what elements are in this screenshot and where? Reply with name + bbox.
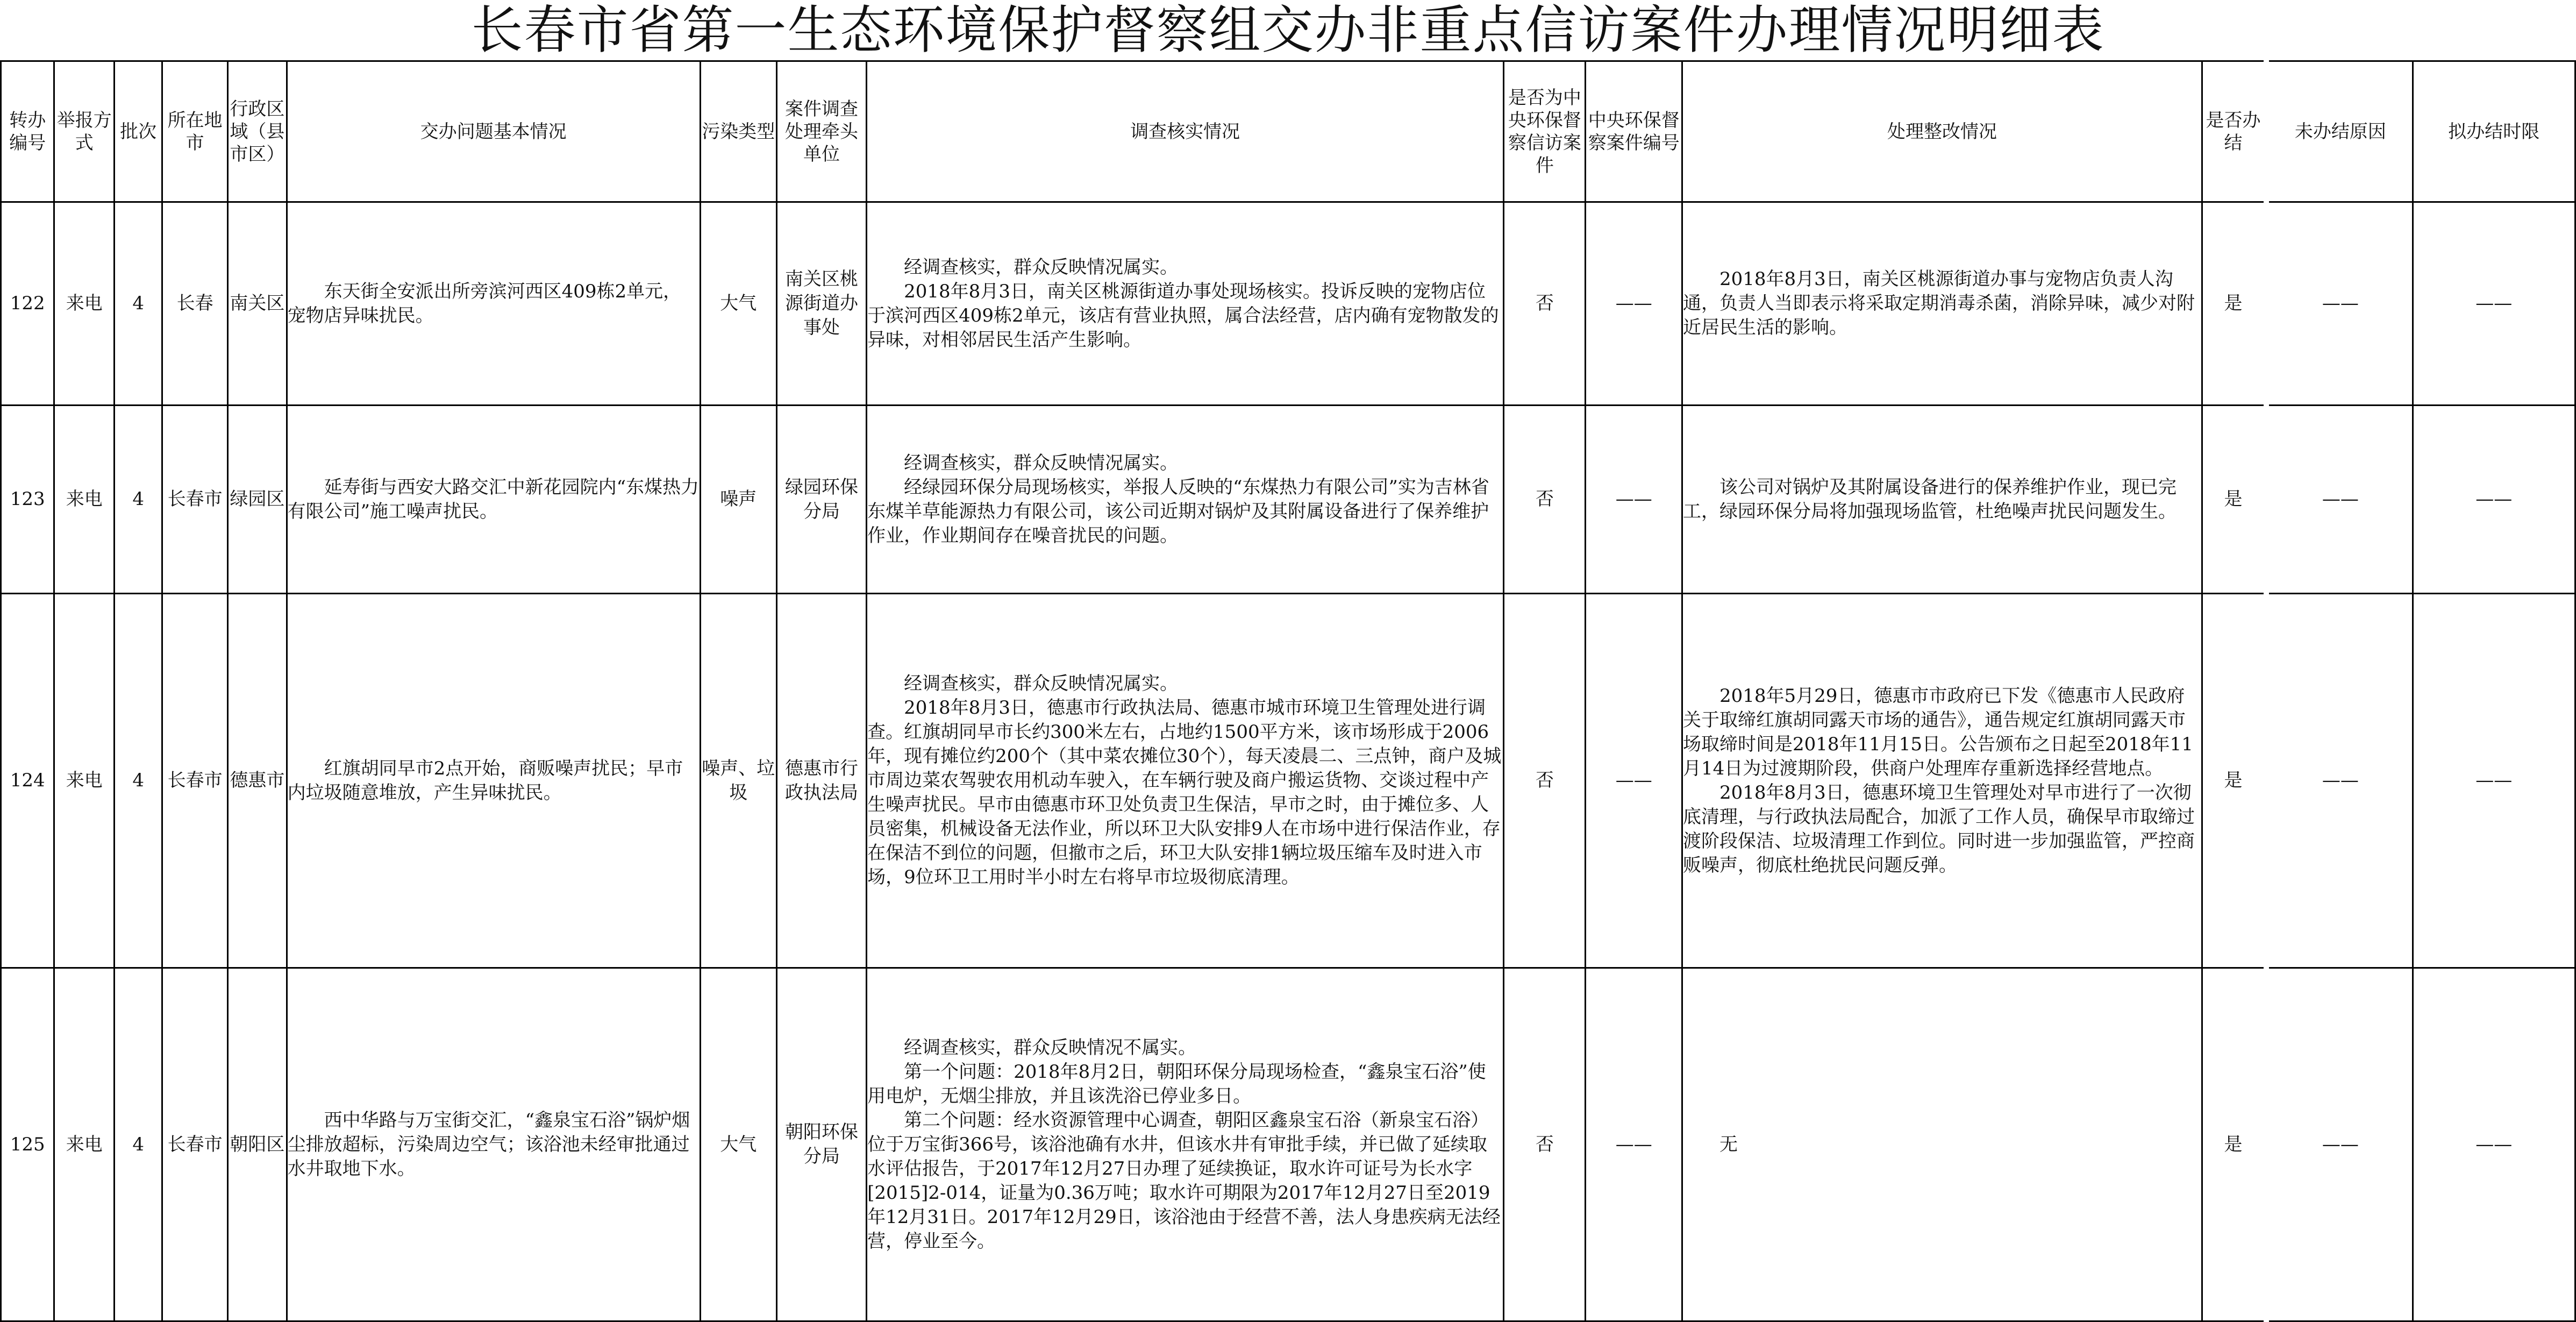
unclosed-reason: —— [2266, 202, 2413, 406]
district: 南关区 [228, 202, 287, 406]
pollution-type: 噪声、垃圾 [700, 594, 776, 968]
city: 长春 [162, 202, 228, 406]
batch-number: 4 [115, 968, 162, 1321]
header-row [1, 61, 2575, 202]
header-district: 行政区域（县市区） [228, 61, 287, 202]
table-row [1, 406, 2575, 594]
investigation-result-paragraph: 经调查核实，群众反映情况属实。 [904, 452, 1179, 474]
batch-number: 4 [115, 406, 162, 594]
pollution-type: 大气 [700, 202, 776, 406]
city: 长春市 [162, 594, 228, 968]
is-central-case: 否 [1504, 594, 1586, 968]
district: 朝阳区 [228, 968, 287, 1321]
case-number: 124 [1, 594, 54, 968]
header-deadline: 拟办结时限 [2413, 61, 2575, 202]
case-number: 123 [1, 406, 54, 594]
is-closed: 是 [2202, 202, 2266, 406]
is-closed: 是 [2202, 594, 2266, 968]
lead-unit: 南关区桃源街道办事处 [776, 202, 866, 406]
investigation-result [867, 594, 1504, 968]
lead-unit: 绿园环保分局 [776, 406, 866, 594]
issue-description [287, 968, 700, 1321]
closing-deadline: —— [2413, 594, 2575, 968]
district: 德惠市 [228, 594, 287, 968]
issue-description-text: 西中华路与万宝街交汇，“鑫泉宝石浴”锅炉烟尘排放超标，污染周边空气；该浴池未经审批通过水井取地下水。 [287, 1109, 690, 1179]
investigation-result [867, 202, 1504, 406]
page-title: 长春市省第一生态环境保护督察组交办非重点信访案件办理情况明细表 [471, 0, 2105, 60]
investigation-result-paragraph: 第一个问题：2018年8月2日，朝阳环保分局现场检查，“鑫泉宝石浴”使用电炉，无烟尘排放，并且该洗浴已停业多日。 [867, 1061, 1486, 1107]
investigation-result [867, 968, 1504, 1321]
header-unclosed-reason: 未办结原因 [2266, 61, 2413, 202]
issue-description [287, 406, 700, 594]
investigation-result [867, 406, 1504, 594]
central-case-number: —— [1586, 406, 1682, 594]
closing-deadline: —— [2413, 202, 2575, 406]
rectification-status [1682, 406, 2202, 594]
investigation-result-paragraph: 2018年8月3日，南关区桃源街道办事处现场核实。投诉反映的宠物店位于滨河西区409栋2单元，该店有营业执照，属合法经营，店内确有宠物散发的异味，对相邻居民生活产生影响。 [867, 280, 1499, 351]
table-row [1, 968, 2575, 1321]
city: 长春市 [162, 406, 228, 594]
rectification-status-paragraph: 无 [1719, 1133, 1738, 1155]
rectification-status [1682, 594, 2202, 968]
is-central-case: 否 [1504, 406, 1586, 594]
closing-deadline: —— [2413, 406, 2575, 594]
header-unit: 案件调查处理牵头单位 [776, 61, 866, 202]
header-issue: 交办问题基本情况 [287, 61, 700, 202]
issue-description [287, 202, 700, 406]
unclosed-reason: —— [2266, 406, 2413, 594]
is-closed: 是 [2202, 968, 2266, 1321]
central-case-number: —— [1586, 968, 1682, 1321]
unclosed-reason: —— [2266, 594, 2413, 968]
rectification-status-paragraph: 2018年8月3日，南关区桃源街道办事与宠物店负责人沟通，负责人当即表示将采取定期消毒杀菌，消除异味，减少对附近居民生活的影响。 [1683, 268, 2195, 338]
header-closed: 是否办结 [2202, 61, 2266, 202]
investigation-result-paragraph: 2018年8月3日，德惠市行政执法局、德惠市城市环境卫生管理处进行调查。红旗胡同早市长约300米左右，占地约1500平方米，该市场形成于2006年，现有摊位约200个（其中菜农摊位30个），每天凌晨二、三点钟，商户及城市周边菜农驾驶农用机动车驶入，在车辆行驶及商户搬运货物、交谈过程中产生噪声扰民。早市由德惠市环卫处负责卫生保洁，早市之时，由于摊位多、人员密集，机械设备无法作业，所以环卫大队安排9人在市场中进行保洁作业，存在保洁不到位的问题，但撤市之后，环卫大队安排1辆垃圾压缩车及时进入市场，9位环卫工用时半小时左右将早市垃圾彻底清理。 [867, 697, 1502, 888]
rectification-status [1682, 202, 2202, 406]
case-number: 125 [1, 968, 54, 1321]
rectification-status [1682, 968, 2202, 1321]
header-city: 所在地市 [162, 61, 228, 202]
rectification-status-paragraph: 2018年5月29日，德惠市市政府已下发《德惠市人民政府关于取缔红旗胡同露天市场的通告》，通告规定红旗胡同露天市场取缔时间是2018年11月15日。公告颁布之日起至2018年11月14日为过渡期阶段，供商户处理库存重新选择经营地点。 [1683, 685, 2193, 779]
report-method: 来电 [54, 406, 115, 594]
issue-description-text: 红旗胡同早市2点开始，商贩噪声扰民；早市内垃圾随意堆放，产生异味扰民。 [287, 757, 683, 804]
header-investigation: 调查核实情况 [867, 61, 1504, 202]
report-method: 来电 [54, 202, 115, 406]
header-batch: 批次 [115, 61, 162, 202]
table-row [1, 594, 2575, 968]
case-number: 122 [1, 202, 54, 406]
report-method: 来电 [54, 968, 115, 1321]
investigation-result-paragraph: 经调查核实，群众反映情况属实。 [904, 256, 1179, 278]
header-no: 转办编号 [1, 61, 54, 202]
issue-description-text: 东天街全安派出所旁滨河西区409栋2单元，宠物店异味扰民。 [287, 280, 682, 326]
lead-unit: 朝阳环保分局 [776, 968, 866, 1321]
pollution-type: 噪声 [700, 406, 776, 594]
header-rectification: 处理整改情况 [1682, 61, 2202, 202]
report-method: 来电 [54, 594, 115, 968]
header-method: 举报方式 [54, 61, 115, 202]
is-central-case: 否 [1504, 968, 1586, 1321]
unclosed-reason: —— [2266, 968, 2413, 1321]
lead-unit: 德惠市行政执法局 [776, 594, 866, 968]
is-central-case: 否 [1504, 202, 1586, 406]
central-case-number: —— [1586, 202, 1682, 406]
table-row [1, 202, 2575, 406]
batch-number: 4 [115, 202, 162, 406]
investigation-result-paragraph: 经调查核实，群众反映情况不属实。 [904, 1036, 1197, 1058]
case-table [0, 60, 2576, 1322]
is-closed: 是 [2202, 406, 2266, 594]
issue-description [287, 594, 700, 968]
rectification-status-paragraph: 该公司对锅炉及其附属设备进行的保养维护作业，现已完工，绿园环保分局将加强现场监管，杜绝噪声扰民问题发生。 [1683, 476, 2177, 522]
central-case-number: —— [1586, 594, 1682, 968]
city: 长春市 [162, 968, 228, 1321]
pollution-type: 大气 [700, 968, 776, 1321]
batch-number: 4 [115, 594, 162, 968]
investigation-result-paragraph: 第二个问题：经水资源管理中心调查，朝阳区鑫泉宝石浴（新泉宝石浴）位于万宝街366号，该浴池确有水井，但该水井有审批手续，并已做了延续取水评估报告，于2017年12月27日办理了延续换证，取水许可证号为长水字[2015]2-014，证量为0.36万吨；取水许可期限为2017年12月27日至2019年12月31日。2017年12月29日，该浴池由于经营不善，法人身患疾病无法经营，停业至今。 [867, 1109, 1501, 1252]
header-central-no: 中央环保督察案件编号 [1586, 61, 1682, 202]
district: 绿园区 [228, 406, 287, 594]
header-is-central: 是否为中央环保督察信访案件 [1504, 61, 1586, 202]
closing-deadline: —— [2413, 968, 2575, 1321]
header-pollution: 污染类型 [700, 61, 776, 202]
investigation-result-paragraph: 经绿园环保分局现场核实，举报人反映的“东煤热力有限公司”实为吉林省东煤羊草能源热力有限公司，该公司近期对锅炉及其附属设备进行了保养维护作业，作业期间存在噪音扰民的问题。 [867, 476, 1489, 546]
investigation-result-paragraph: 经调查核实，群众反映情况属实。 [904, 673, 1179, 694]
issue-description-text: 延寿街与西安大路交汇中新花园院内“东煤热力有限公司”施工噪声扰民。 [287, 476, 700, 522]
rectification-status-paragraph: 2018年8月3日，德惠环境卫生管理处对早市进行了一次彻底清理，与行政执法局配合，加派了工作人员，确保早市取缔过渡阶段保洁、垃圾清理工作到位。同时进一步加强监管，严控商贩噪声，彻底杜绝扰民问题反弹。 [1683, 781, 2195, 876]
